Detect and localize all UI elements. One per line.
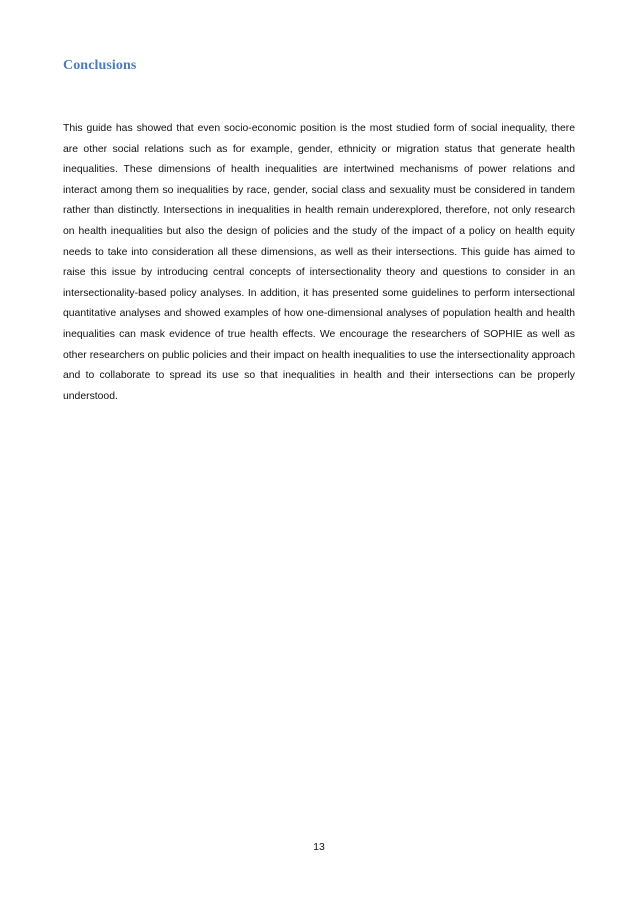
page-number: 13: [313, 842, 325, 853]
section-heading: Conclusions: [63, 58, 137, 73]
conclusions-paragraph: This guide has showed that even socio-economic position is the most studied form of social inequality, there are other social relations such as for example, gender, ethnicity or migration status that generate health inequalities. These dimensions of health inequalities are intertwined mechanisms of power relations and interact among them so inequalities by race, gender, social class and sexuality must be considered in tandem rather than distinctly. Intersections in inequalities in health remain underexplored, therefore, not only research on health inequalities but also the design of policies and the study of the impact of a policy on health equity needs to take into consideration all these dimensions, as well as their intersections. This guide has aimed to raise this issue by introducing central concepts of intersectionality theory and questions to consider in an intersectionality-based policy analyses. In addition, it has presented some guidelines to perform intersectional quantitative analyses and showed examples of how one-dimensional analyses of population health and health inequalities can mask evidence of true health effects. We encourage the researchers of SOPHIE as well as other researchers on public policies and their impact on health inequalities to use the intersectionality approach and to collaborate to spread its use so that inequalities in health and their intersections can be properly understood.: [63, 123, 575, 402]
